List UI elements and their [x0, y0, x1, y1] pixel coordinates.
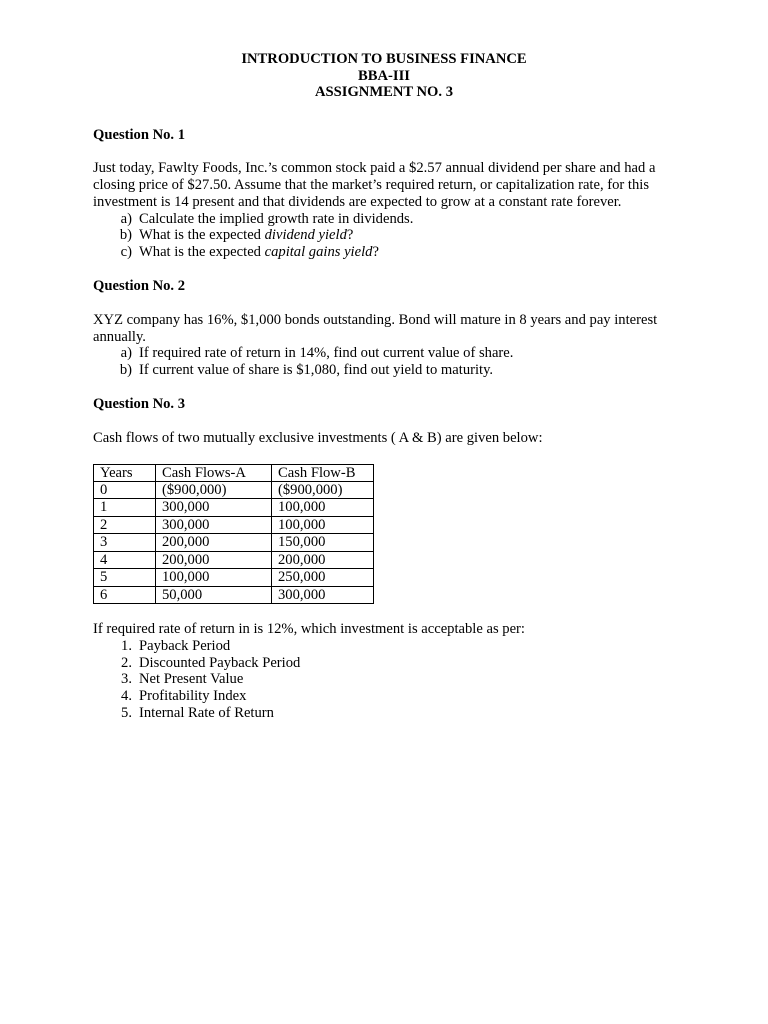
- cash-flow-table: [93, 464, 374, 604]
- list-item: [93, 244, 683, 261]
- question-3: [93, 396, 683, 722]
- list-item-text: Net Present Value: [139, 671, 244, 688]
- list-item-text: Profitability Index: [139, 688, 247, 705]
- table-cell: 6: [94, 586, 156, 603]
- list-marker: 5.: [121, 704, 132, 721]
- table-cell: 3: [94, 534, 156, 551]
- list-item-text: If current value of share is $1,080, find out yield to maturity.: [139, 362, 494, 379]
- table-row: [94, 482, 374, 499]
- table-cell: 100,000: [156, 569, 272, 586]
- question-2-title: Question No. 2: [93, 278, 186, 295]
- table-cell: 150,000: [272, 534, 374, 551]
- question-1: [93, 127, 683, 262]
- table-cell: 200,000: [272, 551, 374, 568]
- list-marker: 1.: [121, 637, 132, 654]
- table-row: [94, 586, 374, 603]
- list-item-text: Internal Rate of Return: [139, 704, 274, 721]
- question-2: [93, 278, 683, 379]
- table-cell: 1: [94, 499, 156, 516]
- list-item-text: What is the expected capital gains yield?: [139, 244, 379, 261]
- list-item: [93, 705, 683, 722]
- column-header-cash-flow-b: Cash Flow-B: [272, 464, 374, 481]
- table-row: [94, 551, 374, 568]
- course-title: INTRODUCTION TO BUSINESS FINANCE: [241, 51, 527, 67]
- list-item: [93, 211, 683, 228]
- question-2-subparts: [93, 345, 683, 379]
- table-cell: 2: [94, 516, 156, 533]
- list-marker: c): [120, 244, 132, 261]
- table-cell: 5: [94, 569, 156, 586]
- list-item: [93, 362, 683, 379]
- question-3-intro: Cash flows of two mutually exclusive investments ( A & B) are given below:: [93, 429, 543, 446]
- list-item-text: Payback Period: [139, 637, 231, 654]
- table-cell: 200,000: [156, 534, 272, 551]
- list-marker: b): [119, 362, 132, 379]
- table-row: [94, 516, 374, 533]
- table-cell: 4: [94, 551, 156, 568]
- list-item-text: Discounted Payback Period: [139, 654, 301, 671]
- table-cell: 200,000: [156, 551, 272, 568]
- table-header-row: [94, 464, 374, 481]
- list-marker: 2.: [121, 654, 132, 671]
- question-3-title: Question No. 3: [93, 396, 186, 413]
- table-cell: 300,000: [272, 586, 374, 603]
- question-1-title: Question No. 1: [93, 126, 186, 143]
- list-item-text: What is the expected dividend yield?: [139, 227, 354, 244]
- table-row: [94, 534, 374, 551]
- question-3-followup: If required rate of return in is 12%, which investment is acceptable as per:: [93, 620, 525, 637]
- list-item: [93, 227, 683, 244]
- table-row: [94, 569, 374, 586]
- list-item: [93, 655, 683, 672]
- table-cell: 100,000: [272, 516, 374, 533]
- list-item-text: Calculate the implied growth rate in dividends.: [139, 210, 414, 227]
- program-label: BBA-III: [358, 67, 410, 84]
- list-item-text: If required rate of return in 14%, find out current value of share.: [139, 345, 514, 362]
- table-cell: 300,000: [156, 499, 272, 516]
- question-2-text: XYZ company has 16%, $1,000 bonds outstanding. Bond will mature in 8 years and pay interest annually.: [93, 311, 658, 345]
- table-row: [94, 499, 374, 516]
- list-item: [93, 671, 683, 688]
- question-1-text: Just today, Fawlty Foods, Inc.’s common stock paid a $2.57 annual dividend per share and had a closing price of $27.50. Assume that the market’s required return, or capitalization rate, for this investment is 14 present and that dividends are expected to grow at a constant rate forever.: [93, 160, 656, 210]
- assignment-label: ASSIGNMENT NO. 3: [315, 84, 453, 100]
- list-marker: b): [119, 227, 132, 244]
- table-cell: ($900,000): [272, 482, 374, 499]
- document-page: [93, 51, 683, 722]
- list-item: [93, 688, 683, 705]
- table-cell: 0: [94, 482, 156, 499]
- list-marker: 4.: [121, 688, 132, 705]
- list-marker: 3.: [121, 671, 132, 688]
- list-item: [93, 638, 683, 655]
- table-cell: ($900,000): [156, 482, 272, 499]
- question-3-criteria: [93, 638, 683, 722]
- document-header: [93, 51, 675, 101]
- list-item: [93, 345, 683, 362]
- column-header-cash-flows-a: Cash Flows-A: [156, 464, 272, 481]
- table-cell: 250,000: [272, 569, 374, 586]
- table-cell: 50,000: [156, 586, 272, 603]
- table-cell: 100,000: [272, 499, 374, 516]
- question-1-subparts: [93, 211, 683, 261]
- column-header-years: Years: [94, 464, 156, 481]
- table-cell: 300,000: [156, 516, 272, 533]
- list-marker: a): [120, 345, 132, 362]
- list-marker: a): [120, 210, 132, 227]
